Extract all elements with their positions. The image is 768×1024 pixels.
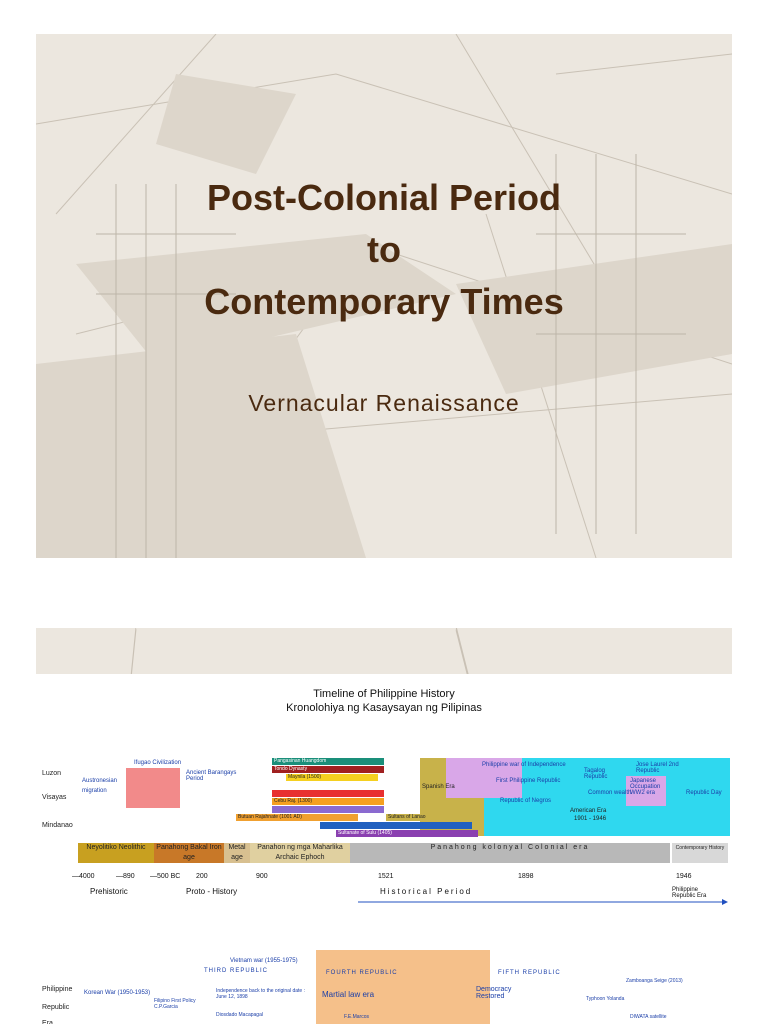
timeline-image bbox=[36, 674, 732, 1024]
slide-subtitle: Vernacular Renaissance bbox=[248, 390, 520, 416]
label-zamboanga: Zamboanga Seige (2013) bbox=[626, 978, 683, 984]
label-american-years: 1901 - 1946 bbox=[574, 816, 607, 822]
row-label-republic: Republic bbox=[42, 1004, 70, 1011]
chip-cebu: Cebu Raj. (1300) bbox=[272, 798, 384, 805]
label-martial-law: Martial law era bbox=[322, 990, 375, 999]
label-filipino-first: Filipino First Policy C.P.Garcia bbox=[154, 998, 196, 1010]
axis-historical: Historical Period bbox=[380, 887, 473, 896]
axis-proto-history: Proto - History bbox=[186, 887, 238, 896]
chip-pangasinan: Pangasinan Huangdom bbox=[272, 758, 384, 765]
chip-butuan: Butuan Rajahnate (1001 AD) bbox=[236, 814, 358, 821]
label-american-era: American Era bbox=[570, 808, 607, 814]
label-war-independence: Philippine war of Independence bbox=[482, 762, 566, 768]
label-independence-date: Independence back to the original date : June 12, 1898 bbox=[216, 988, 305, 1000]
chip-maguindanao bbox=[320, 822, 472, 829]
tick-1898: 1898 bbox=[518, 873, 534, 880]
row-label-era: Era bbox=[42, 1020, 53, 1024]
band-ifugao bbox=[126, 768, 180, 808]
chip-maynila: Maynila (1500) bbox=[286, 774, 378, 781]
austronesian-label: Austronesian bbox=[82, 778, 118, 784]
tick-1521: 1521 bbox=[378, 873, 394, 880]
label-tagalog: Tagalog Republic bbox=[584, 768, 608, 780]
label-korean-war: Korean War (1950-1953) bbox=[84, 990, 151, 996]
label-yolanda: Typhoon Yolanda bbox=[586, 996, 625, 1002]
tick-500bc: —500 BC bbox=[150, 873, 181, 880]
label-marcos: F.E.Marcos bbox=[344, 1014, 370, 1020]
label-fourth-republic: FOURTH REPUBLIC bbox=[326, 970, 398, 976]
row-label-philippine: Philippine bbox=[42, 986, 73, 993]
tick-200: 200 bbox=[196, 873, 208, 880]
historical-period-arrow bbox=[358, 898, 728, 906]
label-japanese: Japanese Occupation WW2 era bbox=[630, 778, 661, 796]
label-negros: Republic of Negros bbox=[500, 798, 552, 804]
title-slide bbox=[36, 34, 732, 558]
chip-butuan-boats bbox=[272, 806, 384, 813]
label-republic-day: Republic Day bbox=[686, 790, 722, 796]
axis-prehistoric: Prehistoric bbox=[90, 887, 128, 896]
tick-890: —890 bbox=[116, 873, 135, 880]
label-diwata: DIWATA satellite bbox=[630, 1014, 667, 1020]
chip-lanao: Sultans of Lanao bbox=[386, 814, 448, 821]
label-commonwealth: Common wealth bbox=[588, 790, 632, 796]
label-fifth-republic: FIFTH REPUBLIC bbox=[498, 970, 561, 976]
chip-tondo: Tondo Dynasty bbox=[272, 766, 384, 773]
era-contemporary: Contemporary History bbox=[672, 843, 728, 863]
migration-label: migration bbox=[82, 788, 107, 794]
label-macapagal: Diosdado Macapagal bbox=[216, 1012, 263, 1018]
label-spanish-era: Spanish Era bbox=[422, 784, 455, 790]
era-archaic: Panahon ng mga Maharlika Archaic Ephoch bbox=[250, 843, 350, 863]
row-label-mindanao: Mindanao bbox=[42, 822, 73, 829]
label-vietnam-war: Vietnam war (1955-1975) bbox=[230, 958, 298, 964]
timeline-title: Timeline of Philippine History bbox=[313, 688, 455, 700]
label-third-republic: THIRD REPUBLIC bbox=[204, 968, 269, 974]
tick-1946: 1946 bbox=[676, 873, 692, 880]
label-ifugao: Ifugao Civilization bbox=[134, 760, 182, 766]
title-line-3: Contemporary Times bbox=[204, 281, 564, 322]
timeline-slide bbox=[36, 628, 732, 1024]
title-line-2: to bbox=[367, 229, 401, 270]
label-barangays: Ancient Barangays Period bbox=[186, 770, 237, 782]
row-label-visayas: Visayas bbox=[42, 794, 67, 801]
axis-republic-era: Philippine Republic Era bbox=[672, 887, 707, 899]
row-label-luzon: Luzon bbox=[42, 770, 62, 777]
label-laurel: Jose Laurel 2nd Republic bbox=[636, 762, 679, 774]
era-metal-age: Metal age bbox=[224, 843, 250, 863]
timeline-subtitle: Kronolohiya ng Kasaysayan ng Pilipinas bbox=[286, 702, 482, 714]
band-martial-law bbox=[316, 950, 490, 1024]
era-neolithic: Neyolitiko Neolithic bbox=[78, 843, 154, 863]
title-line-1: Post-Colonial Period bbox=[206, 177, 562, 218]
chip-sulu: Sultanate of Sulu (1405) bbox=[336, 830, 478, 837]
era-colonial: Panahong kolonyal Colonial era bbox=[350, 843, 670, 863]
tick-900: 900 bbox=[256, 873, 268, 880]
label-first-republic: First Philippine Republic bbox=[496, 778, 561, 784]
era-iron-age: Panahong Bakal Iron age bbox=[154, 843, 224, 863]
label-democracy: Democracy Restored bbox=[476, 986, 512, 1000]
tick-4000: —4000 bbox=[72, 873, 95, 880]
slide-title bbox=[36, 172, 732, 328]
chip-madja-as bbox=[272, 790, 384, 797]
